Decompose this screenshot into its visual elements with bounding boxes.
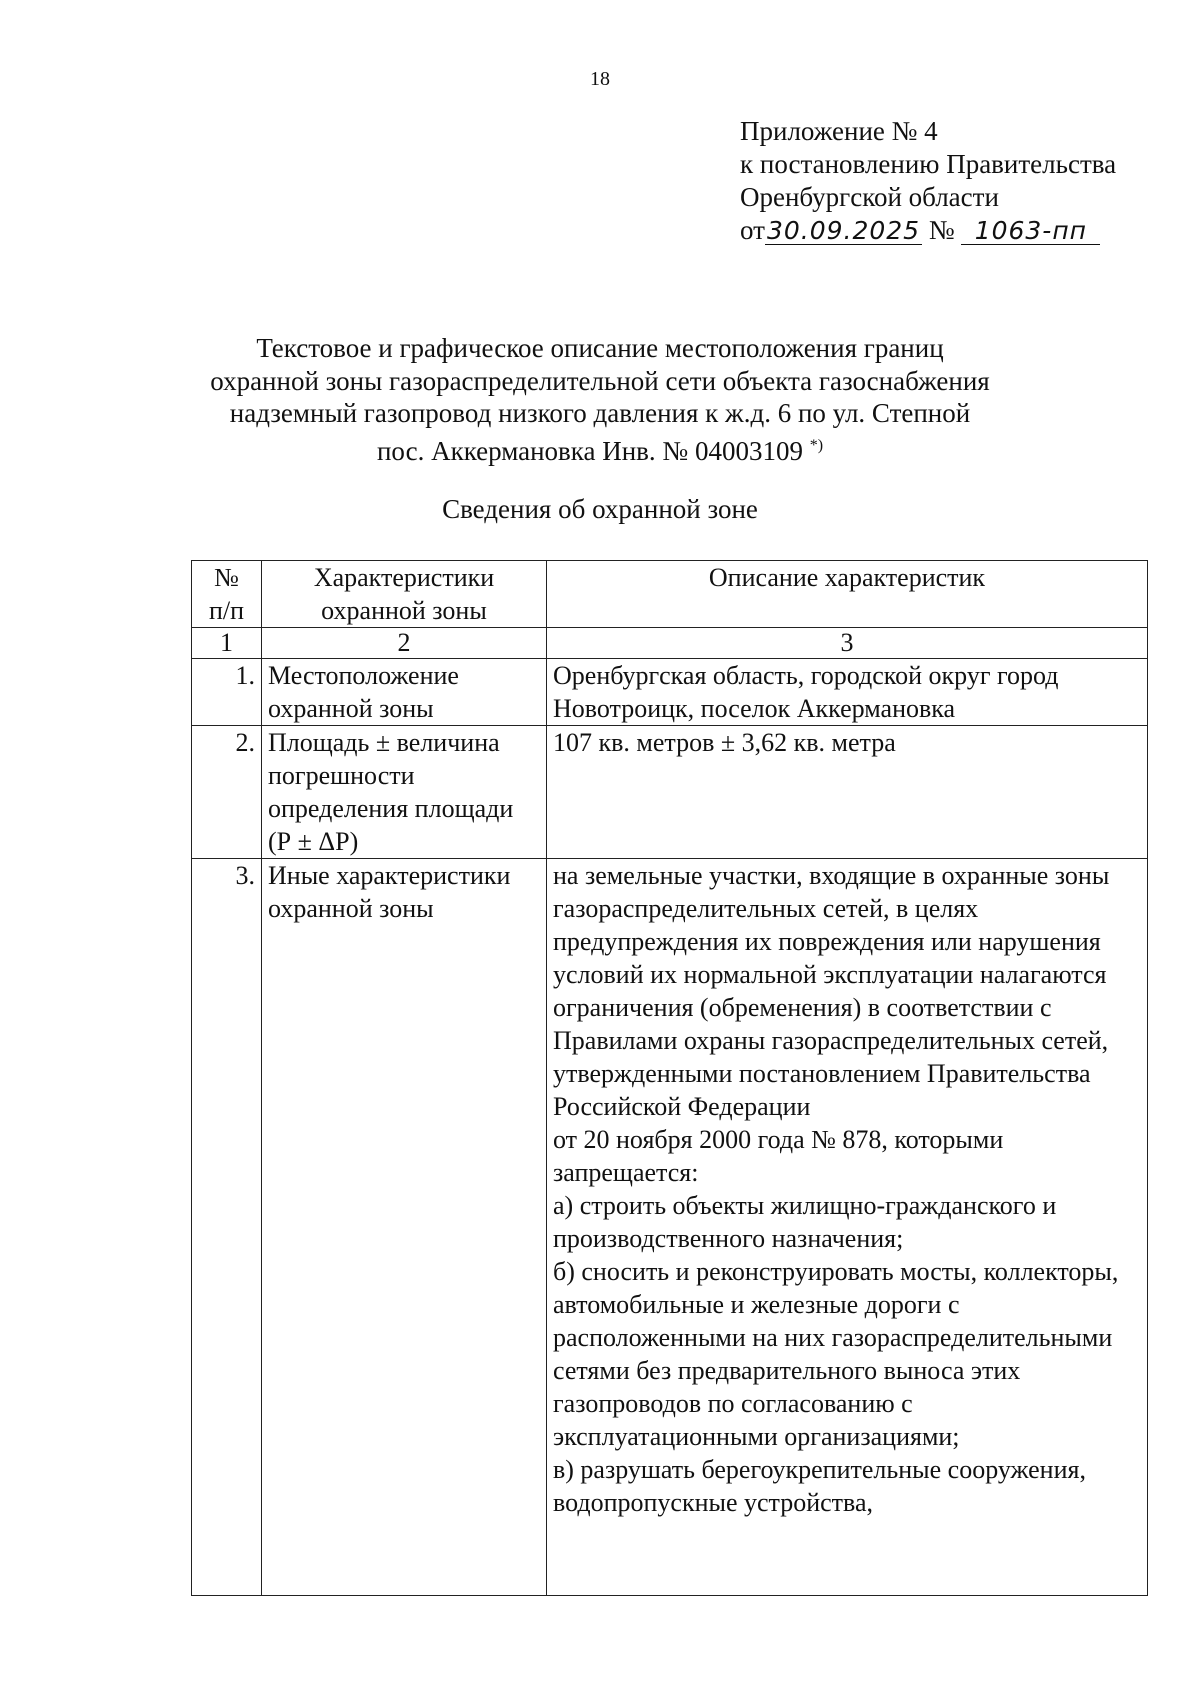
page-number: 18 (590, 68, 610, 90)
appendix-title: Приложение № 4 (740, 116, 938, 146)
column-number-3: 3 (547, 628, 1148, 659)
header-description: Описание характеристик (547, 561, 1148, 628)
row-number: 3. (192, 859, 262, 1596)
title-line-4 (0, 430, 1200, 468)
zone-info-table (191, 560, 1148, 1596)
column-numbers-row (192, 628, 1148, 659)
title-line-2: охранной зоны газораспределительной сети объекта газоснабжения (210, 365, 990, 396)
footnote-mark: *) (809, 436, 824, 454)
handwritten-date: 30.09.2025 (766, 216, 921, 245)
document-title (0, 332, 1200, 467)
column-number-1: 1 (192, 628, 262, 659)
header-characteristics-line1: Характеристики (313, 563, 495, 592)
row-description: 107 кв. метров ± 3,62 кв. метра (547, 726, 1148, 859)
header-characteristics (262, 561, 547, 628)
row-characteristic: Иные характеристики охранной зоны (262, 859, 547, 1596)
table-row (192, 859, 1148, 1596)
header-characteristics-line2: охранной зоны (321, 596, 487, 625)
row-number: 1. (192, 659, 262, 726)
title-line-4-text: пос. Аккермановка Инв. № 04003109 (376, 435, 803, 466)
restriction-b: б) сносить и реконструировать мосты, коллекторы, автомобильные и железные дороги с расположенными на них газораспределительными сетями без предварительного выноса этих газопроводов по согласованию с эксплуатационными организациями; (553, 1257, 1119, 1451)
section-subtitle: Сведения об охранной зоне (442, 494, 758, 524)
title-line-3: надземный газопровод низкого давления к ж.д. 6 по ул. Степной (229, 398, 971, 428)
restriction-c: в) разрушать берегоукрепительные сооружения, водопропускные устройства, (553, 1455, 1086, 1517)
header-number (192, 561, 262, 628)
appendix-block (740, 115, 1116, 247)
table-header-row (192, 561, 1148, 628)
restriction-a: а) строить объекты жилищно-гражданского и производственного назначения; (553, 1191, 1057, 1253)
row-description: Оренбургская область, городской округ город Новотроицк, поселок Аккермановка (547, 659, 1148, 726)
appendix-region: Оренбургской области (740, 182, 999, 212)
title-line-1: Текстовое и графическое описание местоположения границ (256, 333, 944, 363)
from-label: от (740, 215, 765, 245)
header-number-line2: п/п (208, 596, 245, 625)
number-sign: № (928, 215, 955, 245)
row-characteristic: Местоположение охранной зоны (262, 659, 547, 726)
row-description (547, 859, 1148, 1596)
table-row (192, 726, 1148, 859)
restrictions-decree: от 20 ноября 2000 года № 878, которыми запрещается: (553, 1125, 1004, 1187)
handwritten-number: 1063-пп (961, 218, 1100, 245)
table-row (192, 659, 1148, 726)
row-characteristic: Площадь ± величина погрешности определения площади (Р ± ΔР) (262, 726, 547, 859)
restrictions-intro: на земельные участки, входящие в охранные зоны газораспределительных сетей, в целях предупреждения их повреждения или нарушения условий их нормальной эксплуатации налагаются ограничения (обременения) в соответствии с Правилами охраны газораспределительных сетей, утвержденными постановлением Правительства Российской Федерации (553, 861, 1110, 1121)
column-number-2: 2 (262, 628, 547, 659)
appendix-reference: к постановлению Правительства (740, 149, 1117, 179)
row-number: 2. (192, 726, 262, 859)
header-number-line1: № (214, 563, 239, 592)
appendix-date-number (740, 214, 1116, 247)
